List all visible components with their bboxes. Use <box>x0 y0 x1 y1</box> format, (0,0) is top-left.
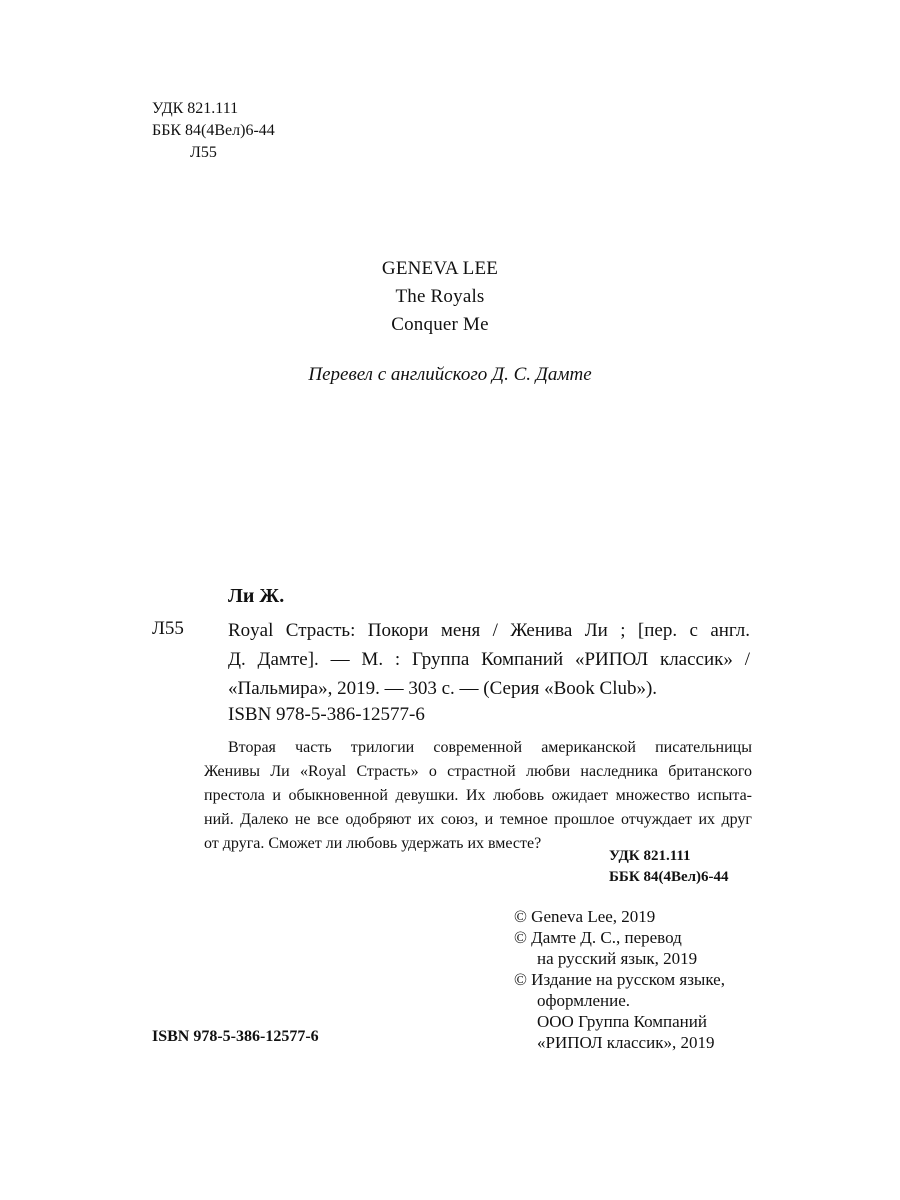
bibliographic-description <box>228 616 750 703</box>
original-author: GENEVA LEE <box>381 258 499 279</box>
author-mark: Л55 <box>190 144 217 161</box>
annotation-line: от друга. Сможет ли любовь удержать их вместе? <box>204 835 542 852</box>
annotation-line: ний. Далеко не все одобряют их союз, и темное прошлое отчуждает их друг <box>204 811 752 828</box>
copyright-line: оформление. <box>537 991 631 1010</box>
annotation-line: Женивы Ли «Royal Страсть» о страстной любви наследника британского <box>204 763 752 780</box>
copyright-block <box>514 906 725 1053</box>
copyright-line: «РИПОЛ классик», 2019 <box>537 1033 715 1052</box>
udk-code-bold: УДК 821.111 <box>609 848 691 864</box>
bib-line: «Пальмира», 2019. — 303 с. — (Серия «Book Club»). <box>228 678 658 699</box>
copyright-line: ООО Группа Компаний <box>537 1012 707 1031</box>
copyright-line: © Дамте Д. С., перевод <box>514 928 682 947</box>
udk-code: УДК 821.111 <box>152 100 239 117</box>
classification-codes <box>152 98 275 164</box>
bib-line: Д. Дамте]. — М. : Группа Компаний «РИПОЛ классик» / <box>228 649 750 670</box>
original-series: The Royals <box>395 286 485 307</box>
original-edition <box>0 255 880 339</box>
original-title: Conquer Me <box>391 314 489 335</box>
copyright-line: © Издание на русском языке, <box>514 970 725 989</box>
copyright-line: © Geneva Lee, 2019 <box>514 907 656 926</box>
cutter-mark: Л55 <box>152 618 184 639</box>
annotation-line: престола и обыкновенной девушки. Их любовь ожидает множество испыта- <box>204 787 752 804</box>
bib-line: Royal Страсть: Покори меня / Женива Ли ; [пер. с англ. <box>228 620 750 641</box>
isbn-bottom: ISBN 978-5-386-12577-6 <box>152 1028 319 1045</box>
bbk-code: ББК 84(4Вел)6-44 <box>152 122 275 139</box>
classification-codes-bold <box>609 846 729 888</box>
annotation <box>204 736 752 856</box>
isbn-entry: ISBN 978-5-386-12577-6 <box>228 704 425 725</box>
annotation-line: Вторая часть трилогии современной американской писательницы <box>228 739 752 756</box>
translator-note: Перевел с английского Д. С. Дамте <box>308 364 592 385</box>
bbk-code-bold: ББК 84(4Вел)6-44 <box>609 869 729 885</box>
copyright-line: на русский язык, 2019 <box>537 949 698 968</box>
author-heading: Ли Ж. <box>228 585 285 607</box>
